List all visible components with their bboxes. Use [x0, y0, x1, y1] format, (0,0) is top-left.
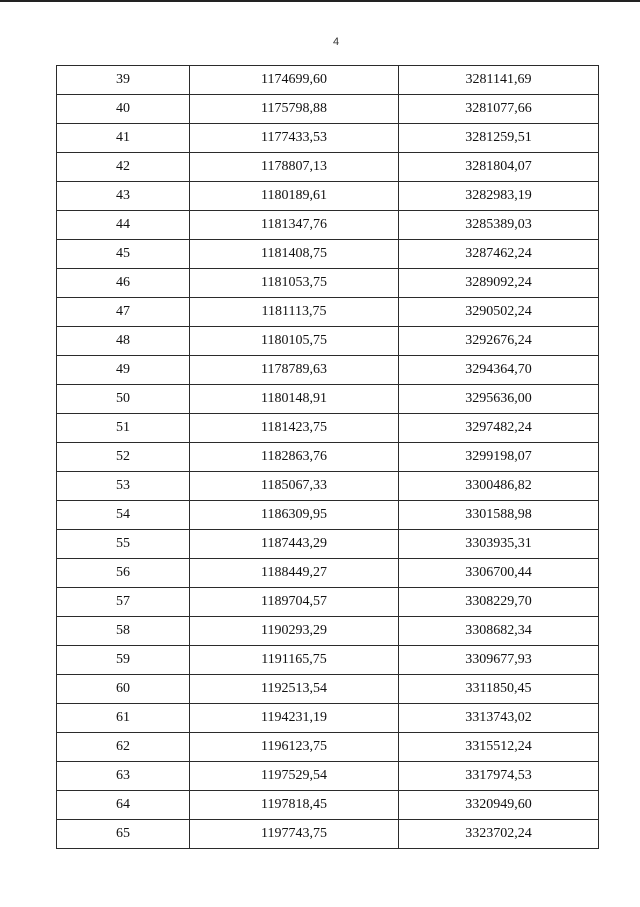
- x-coordinate-cell: 1178807,13: [190, 153, 399, 182]
- table-row: [57, 588, 599, 617]
- point-number-cell: 60: [57, 675, 190, 704]
- point-number-cell: 43: [57, 182, 190, 211]
- y-coordinate-cell: 3308682,34: [399, 617, 599, 646]
- x-coordinate-cell: 1187443,29: [190, 530, 399, 559]
- table-row: [57, 762, 599, 791]
- x-coordinate-cell: 1197818,45: [190, 791, 399, 820]
- table-row: [57, 675, 599, 704]
- x-coordinate-cell: 1189704,57: [190, 588, 399, 617]
- point-number-cell: 51: [57, 414, 190, 443]
- x-coordinate-cell: 1178789,63: [190, 356, 399, 385]
- point-number-cell: 39: [57, 66, 190, 95]
- point-number-cell: 55: [57, 530, 190, 559]
- x-coordinate-cell: 1175798,88: [190, 95, 399, 124]
- table-row: [57, 443, 599, 472]
- y-coordinate-cell: 3295636,00: [399, 385, 599, 414]
- point-number-cell: 48: [57, 327, 190, 356]
- table-row: [57, 820, 599, 849]
- y-coordinate-cell: 3281804,07: [399, 153, 599, 182]
- point-number-cell: 46: [57, 269, 190, 298]
- coordinates-table: [56, 65, 599, 849]
- coordinates-table-body: [57, 66, 599, 849]
- table-row: [57, 385, 599, 414]
- table-row: [57, 733, 599, 762]
- point-number-cell: 56: [57, 559, 190, 588]
- x-coordinate-cell: 1180189,61: [190, 182, 399, 211]
- y-coordinate-cell: 3300486,82: [399, 472, 599, 501]
- table-row: [57, 124, 599, 153]
- y-coordinate-cell: 3303935,31: [399, 530, 599, 559]
- table-row: [57, 791, 599, 820]
- y-coordinate-cell: 3301588,98: [399, 501, 599, 530]
- table-row: [57, 559, 599, 588]
- point-number-cell: 49: [57, 356, 190, 385]
- x-coordinate-cell: 1180105,75: [190, 327, 399, 356]
- y-coordinate-cell: 3311850,45: [399, 675, 599, 704]
- point-number-cell: 45: [57, 240, 190, 269]
- y-coordinate-cell: 3315512,24: [399, 733, 599, 762]
- table-row: [57, 472, 599, 501]
- point-number-cell: 52: [57, 443, 190, 472]
- x-coordinate-cell: 1197529,54: [190, 762, 399, 791]
- y-coordinate-cell: 3306700,44: [399, 559, 599, 588]
- x-coordinate-cell: 1180148,91: [190, 385, 399, 414]
- x-coordinate-cell: 1186309,95: [190, 501, 399, 530]
- point-number-cell: 58: [57, 617, 190, 646]
- y-coordinate-cell: 3309677,93: [399, 646, 599, 675]
- table-row: [57, 153, 599, 182]
- table-row: [57, 414, 599, 443]
- x-coordinate-cell: 1181053,75: [190, 269, 399, 298]
- y-coordinate-cell: 3287462,24: [399, 240, 599, 269]
- page-number: 4: [332, 36, 340, 48]
- y-coordinate-cell: 3285389,03: [399, 211, 599, 240]
- table-row: [57, 240, 599, 269]
- point-number-cell: 44: [57, 211, 190, 240]
- x-coordinate-cell: 1196123,75: [190, 733, 399, 762]
- x-coordinate-cell: 1191165,75: [190, 646, 399, 675]
- point-number-cell: 53: [57, 472, 190, 501]
- y-coordinate-cell: 3294364,70: [399, 356, 599, 385]
- x-coordinate-cell: 1181113,75: [190, 298, 399, 327]
- y-coordinate-cell: 3281259,51: [399, 124, 599, 153]
- y-coordinate-cell: 3313743,02: [399, 704, 599, 733]
- point-number-cell: 41: [57, 124, 190, 153]
- y-coordinate-cell: 3282983,19: [399, 182, 599, 211]
- table-row: [57, 66, 599, 95]
- y-coordinate-cell: 3323702,24: [399, 820, 599, 849]
- y-coordinate-cell: 3320949,60: [399, 791, 599, 820]
- table-row: [57, 298, 599, 327]
- x-coordinate-cell: 1197743,75: [190, 820, 399, 849]
- x-coordinate-cell: 1182863,76: [190, 443, 399, 472]
- table-row: [57, 530, 599, 559]
- table-row: [57, 211, 599, 240]
- table-row: [57, 269, 599, 298]
- point-number-cell: 50: [57, 385, 190, 414]
- y-coordinate-cell: 3290502,24: [399, 298, 599, 327]
- table-row: [57, 182, 599, 211]
- y-coordinate-cell: 3308229,70: [399, 588, 599, 617]
- x-coordinate-cell: 1181423,75: [190, 414, 399, 443]
- y-coordinate-cell: 3299198,07: [399, 443, 599, 472]
- point-number-cell: 47: [57, 298, 190, 327]
- point-number-cell: 40: [57, 95, 190, 124]
- y-coordinate-cell: 3289092,24: [399, 269, 599, 298]
- table-row: [57, 704, 599, 733]
- x-coordinate-cell: 1190293,29: [190, 617, 399, 646]
- point-number-cell: 63: [57, 762, 190, 791]
- x-coordinate-cell: 1194231,19: [190, 704, 399, 733]
- x-coordinate-cell: 1177433,53: [190, 124, 399, 153]
- point-number-cell: 64: [57, 791, 190, 820]
- point-number-cell: 65: [57, 820, 190, 849]
- table-row: [57, 327, 599, 356]
- table-row: [57, 356, 599, 385]
- table-row: [57, 501, 599, 530]
- point-number-cell: 61: [57, 704, 190, 733]
- x-coordinate-cell: 1174699,60: [190, 66, 399, 95]
- y-coordinate-cell: 3317974,53: [399, 762, 599, 791]
- point-number-cell: 57: [57, 588, 190, 617]
- table-row: [57, 95, 599, 124]
- point-number-cell: 59: [57, 646, 190, 675]
- point-number-cell: 42: [57, 153, 190, 182]
- y-coordinate-cell: 3281141,69: [399, 66, 599, 95]
- x-coordinate-cell: 1188449,27: [190, 559, 399, 588]
- table-row: [57, 646, 599, 675]
- point-number-cell: 62: [57, 733, 190, 762]
- y-coordinate-cell: 3297482,24: [399, 414, 599, 443]
- y-coordinate-cell: 3281077,66: [399, 95, 599, 124]
- x-coordinate-cell: 1185067,33: [190, 472, 399, 501]
- y-coordinate-cell: 3292676,24: [399, 327, 599, 356]
- x-coordinate-cell: 1181408,75: [190, 240, 399, 269]
- table-row: [57, 617, 599, 646]
- x-coordinate-cell: 1192513,54: [190, 675, 399, 704]
- top-border-line: [0, 0, 640, 2]
- x-coordinate-cell: 1181347,76: [190, 211, 399, 240]
- point-number-cell: 54: [57, 501, 190, 530]
